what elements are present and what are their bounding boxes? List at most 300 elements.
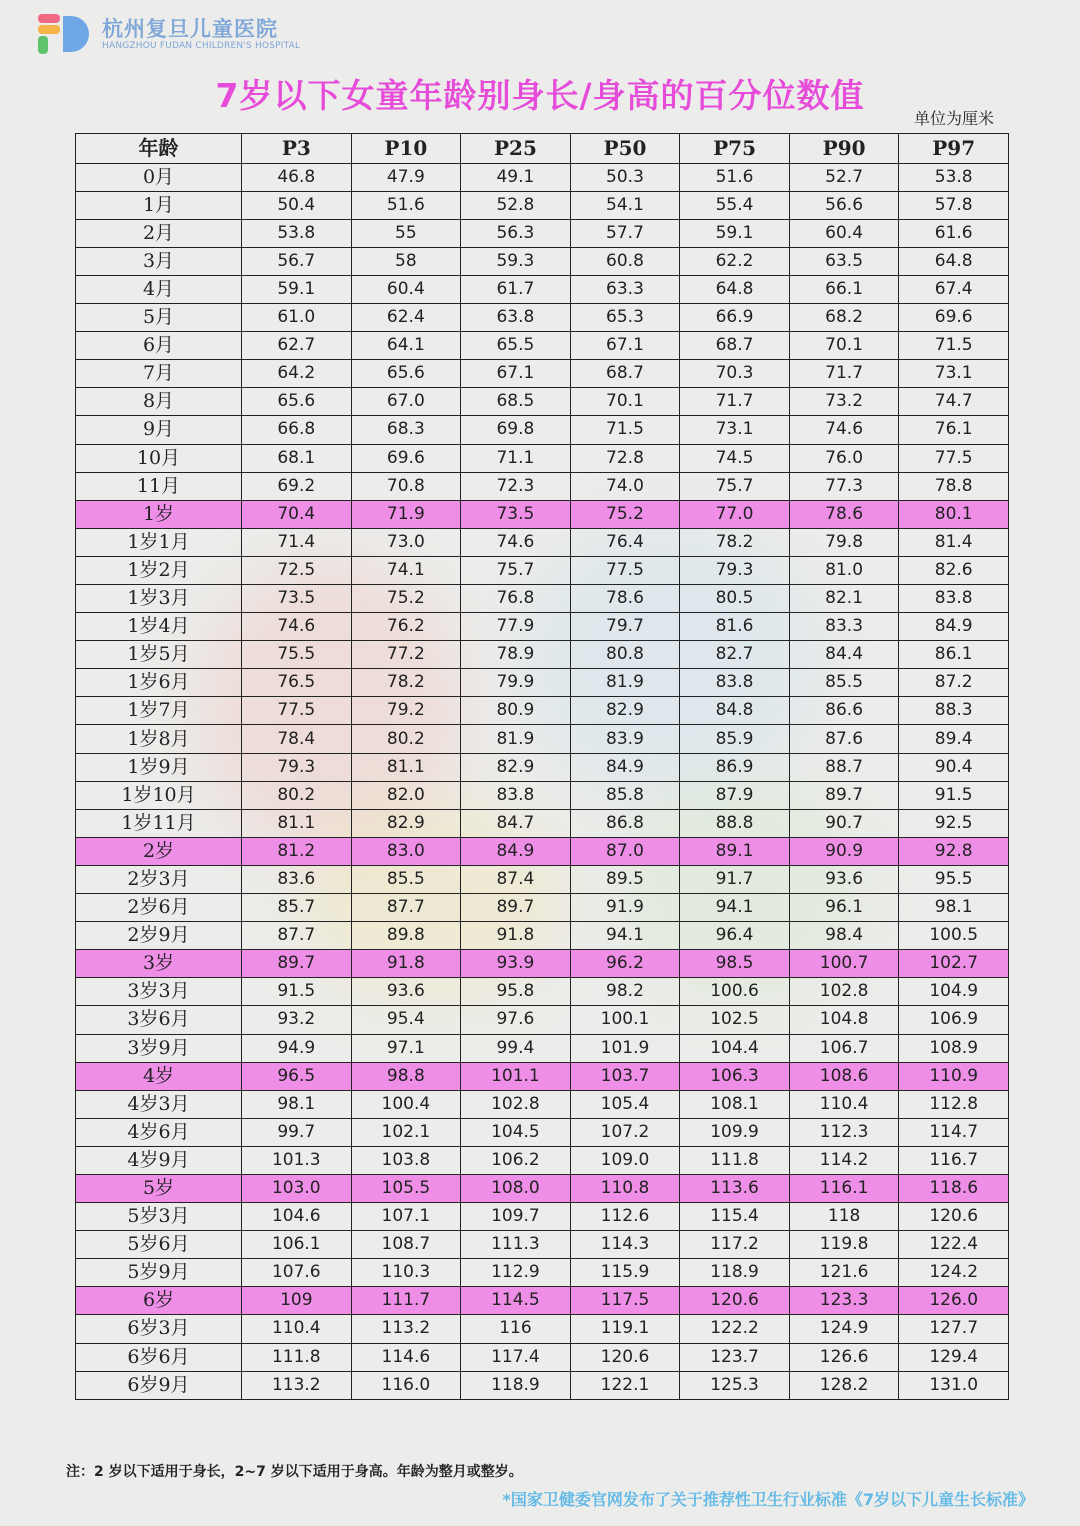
value-cell: 117.4 [461, 1343, 571, 1371]
value-cell: 65.5 [461, 332, 571, 360]
value-cell: 74.0 [570, 472, 680, 500]
table-row [76, 837, 1009, 865]
value-cell: 102.8 [789, 978, 899, 1006]
value-cell: 71.7 [789, 360, 899, 388]
value-cell: 93.9 [461, 950, 571, 978]
table-row [76, 1371, 1009, 1399]
value-cell: 81.1 [351, 753, 461, 781]
value-cell: 62.4 [351, 304, 461, 332]
age-cell: 3岁6月 [76, 1006, 242, 1034]
value-cell: 85.8 [570, 781, 680, 809]
age-cell: 1岁4月 [76, 613, 242, 641]
value-cell: 114.2 [789, 1146, 899, 1174]
value-cell: 105.4 [570, 1090, 680, 1118]
value-cell: 84.4 [789, 641, 899, 669]
value-cell: 56.7 [242, 247, 352, 275]
value-cell: 75.7 [461, 556, 571, 584]
logo-english-name: HANGZHOU FUDAN CHILDREN'S HOSPITAL [102, 40, 301, 51]
age-cell: 1岁10月 [76, 781, 242, 809]
value-cell: 89.4 [899, 725, 1009, 753]
value-cell: 110.3 [351, 1259, 461, 1287]
age-cell: 1岁7月 [76, 697, 242, 725]
value-cell: 70.3 [680, 360, 790, 388]
table-row [76, 809, 1009, 837]
value-cell: 65.3 [570, 304, 680, 332]
value-cell: 124.2 [899, 1259, 1009, 1287]
value-cell: 51.6 [680, 163, 790, 191]
value-cell: 117.2 [680, 1231, 790, 1259]
value-cell: 73.2 [789, 388, 899, 416]
value-cell: 87.7 [351, 894, 461, 922]
value-cell: 80.2 [351, 725, 461, 753]
value-cell: 80.2 [242, 781, 352, 809]
value-cell: 82.9 [570, 697, 680, 725]
value-cell: 82.9 [351, 809, 461, 837]
value-cell: 73.0 [351, 528, 461, 556]
age-cell: 5岁3月 [76, 1203, 242, 1231]
value-cell: 58 [351, 247, 461, 275]
table-body [76, 163, 1009, 1399]
age-cell: 7月 [76, 360, 242, 388]
value-cell: 121.6 [789, 1259, 899, 1287]
value-cell: 120.6 [570, 1343, 680, 1371]
value-cell: 69.2 [242, 472, 352, 500]
value-cell: 47.9 [351, 163, 461, 191]
value-cell: 98.2 [570, 978, 680, 1006]
value-cell: 55.4 [680, 191, 790, 219]
value-cell: 78.6 [570, 585, 680, 613]
value-cell: 95.4 [351, 1006, 461, 1034]
age-cell: 1岁1月 [76, 528, 242, 556]
value-cell: 87.4 [461, 865, 571, 893]
value-cell: 91.8 [461, 922, 571, 950]
value-cell: 85.9 [680, 725, 790, 753]
value-cell: 71.5 [899, 332, 1009, 360]
value-cell: 122.4 [899, 1231, 1009, 1259]
value-cell: 72.8 [570, 444, 680, 472]
page-title: 7岁以下女童年龄别身长/身高的百分位数值 [215, 76, 865, 115]
value-cell: 60.8 [570, 247, 680, 275]
value-cell: 106.9 [899, 1006, 1009, 1034]
value-cell: 80.5 [680, 585, 790, 613]
table-row [76, 1231, 1009, 1259]
table-row [76, 894, 1009, 922]
value-cell: 70.1 [789, 332, 899, 360]
table-row [76, 444, 1009, 472]
table-row [76, 978, 1009, 1006]
value-cell: 75.2 [570, 500, 680, 528]
age-cell: 4岁3月 [76, 1090, 242, 1118]
value-cell: 91.5 [242, 978, 352, 1006]
value-cell: 96.4 [680, 922, 790, 950]
value-cell: 76.1 [899, 416, 1009, 444]
value-cell: 59.1 [680, 219, 790, 247]
value-cell: 84.9 [899, 613, 1009, 641]
table-row [76, 585, 1009, 613]
age-cell: 6岁6月 [76, 1343, 242, 1371]
value-cell: 95.8 [461, 978, 571, 1006]
table-row [76, 304, 1009, 332]
column-header-p3: P3 [242, 134, 352, 164]
value-cell: 82.9 [461, 753, 571, 781]
table-row [76, 191, 1009, 219]
value-cell: 103.8 [351, 1146, 461, 1174]
value-cell: 69.6 [899, 304, 1009, 332]
value-cell: 80.1 [899, 500, 1009, 528]
table-row [76, 697, 1009, 725]
value-cell: 119.1 [570, 1315, 680, 1343]
value-cell: 91.7 [680, 865, 790, 893]
value-cell: 110.4 [789, 1090, 899, 1118]
value-cell: 81.4 [899, 528, 1009, 556]
value-cell: 86.6 [789, 697, 899, 725]
value-cell: 118.9 [461, 1371, 571, 1399]
value-cell: 106.7 [789, 1034, 899, 1062]
value-cell: 76.4 [570, 528, 680, 556]
value-cell: 98.1 [242, 1090, 352, 1118]
age-cell: 3岁 [76, 950, 242, 978]
table-row [76, 669, 1009, 697]
value-cell: 100.4 [351, 1090, 461, 1118]
value-cell: 111.3 [461, 1231, 571, 1259]
value-cell: 107.1 [351, 1203, 461, 1231]
value-cell: 75.2 [351, 585, 461, 613]
value-cell: 52.7 [789, 163, 899, 191]
value-cell: 64.8 [680, 275, 790, 303]
age-cell: 1岁11月 [76, 809, 242, 837]
value-cell: 89.7 [789, 781, 899, 809]
value-cell: 104.9 [899, 978, 1009, 1006]
age-cell: 8月 [76, 388, 242, 416]
value-cell: 66.1 [789, 275, 899, 303]
table-row [76, 922, 1009, 950]
table-row [76, 388, 1009, 416]
value-cell: 99.7 [242, 1118, 352, 1146]
value-cell: 71.7 [680, 388, 790, 416]
value-cell: 81.2 [242, 837, 352, 865]
value-cell: 79.8 [789, 528, 899, 556]
value-cell: 94.1 [680, 894, 790, 922]
age-cell: 2岁 [76, 837, 242, 865]
table-row [76, 1146, 1009, 1174]
table-row [76, 416, 1009, 444]
value-cell: 86.8 [570, 809, 680, 837]
age-cell: 1岁8月 [76, 725, 242, 753]
table-row [76, 950, 1009, 978]
value-cell: 118 [789, 1203, 899, 1231]
value-cell: 71.5 [570, 416, 680, 444]
value-cell: 73.5 [242, 585, 352, 613]
value-cell: 92.5 [899, 809, 1009, 837]
value-cell: 66.9 [680, 304, 790, 332]
age-cell: 10月 [76, 444, 242, 472]
value-cell: 74.6 [461, 528, 571, 556]
value-cell: 56.3 [461, 219, 571, 247]
value-cell: 116.7 [899, 1146, 1009, 1174]
value-cell: 88.3 [899, 697, 1009, 725]
table-row [76, 753, 1009, 781]
age-cell: 4岁6月 [76, 1118, 242, 1146]
value-cell: 68.2 [789, 304, 899, 332]
value-cell: 94.9 [242, 1034, 352, 1062]
value-cell: 119.8 [789, 1231, 899, 1259]
value-cell: 113.2 [242, 1371, 352, 1399]
value-cell: 98.8 [351, 1062, 461, 1090]
value-cell: 112.3 [789, 1118, 899, 1146]
value-cell: 117.5 [570, 1287, 680, 1315]
value-cell: 51.6 [351, 191, 461, 219]
value-cell: 68.7 [570, 360, 680, 388]
table-row [76, 1343, 1009, 1371]
value-cell: 52.8 [461, 191, 571, 219]
table-row [76, 781, 1009, 809]
value-cell: 95.5 [899, 865, 1009, 893]
value-cell: 104.5 [461, 1118, 571, 1146]
value-cell: 79.7 [570, 613, 680, 641]
value-cell: 102.1 [351, 1118, 461, 1146]
age-cell: 1月 [76, 191, 242, 219]
value-cell: 126.0 [899, 1287, 1009, 1315]
age-cell: 4岁9月 [76, 1146, 242, 1174]
value-cell: 108.6 [789, 1062, 899, 1090]
value-cell: 99.4 [461, 1034, 571, 1062]
value-cell: 101.9 [570, 1034, 680, 1062]
value-cell: 62.2 [680, 247, 790, 275]
value-cell: 107.6 [242, 1259, 352, 1287]
value-cell: 127.7 [899, 1315, 1009, 1343]
value-cell: 64.8 [899, 247, 1009, 275]
value-cell: 87.6 [789, 725, 899, 753]
column-header-p25: P25 [461, 134, 571, 164]
table-row [76, 1315, 1009, 1343]
value-cell: 53.8 [242, 219, 352, 247]
value-cell: 76.8 [461, 585, 571, 613]
value-cell: 110.4 [242, 1315, 352, 1343]
table-row [76, 275, 1009, 303]
value-cell: 104.6 [242, 1203, 352, 1231]
value-cell: 84.9 [570, 753, 680, 781]
value-cell: 126.6 [789, 1343, 899, 1371]
value-cell: 128.2 [789, 1371, 899, 1399]
value-cell: 67.4 [899, 275, 1009, 303]
value-cell: 123.3 [789, 1287, 899, 1315]
value-cell: 81.9 [461, 725, 571, 753]
value-cell: 78.2 [680, 528, 790, 556]
age-cell: 3岁9月 [76, 1034, 242, 1062]
value-cell: 67.1 [461, 360, 571, 388]
age-cell: 4岁 [76, 1062, 242, 1090]
value-cell: 123.7 [680, 1343, 790, 1371]
value-cell: 67.1 [570, 332, 680, 360]
percentile-table [75, 133, 1009, 1400]
value-cell: 75.5 [242, 641, 352, 669]
column-header-p97: P97 [899, 134, 1009, 164]
age-cell: 0月 [76, 163, 242, 191]
value-cell: 82.6 [899, 556, 1009, 584]
age-cell: 5岁6月 [76, 1231, 242, 1259]
value-cell: 46.8 [242, 163, 352, 191]
value-cell: 78.2 [351, 669, 461, 697]
table-row [76, 219, 1009, 247]
value-cell: 82.7 [680, 641, 790, 669]
age-cell: 9月 [76, 416, 242, 444]
value-cell: 55 [351, 219, 461, 247]
value-cell: 101.1 [461, 1062, 571, 1090]
value-cell: 83.8 [461, 781, 571, 809]
value-cell: 102.5 [680, 1006, 790, 1034]
value-cell: 85.5 [351, 865, 461, 893]
value-cell: 114.7 [899, 1118, 1009, 1146]
age-cell: 2岁3月 [76, 865, 242, 893]
value-cell: 63.5 [789, 247, 899, 275]
value-cell: 81.9 [570, 669, 680, 697]
value-cell: 49.1 [461, 163, 571, 191]
value-cell: 83.9 [570, 725, 680, 753]
value-cell: 102.8 [461, 1090, 571, 1118]
value-cell: 79.3 [242, 753, 352, 781]
value-cell: 88.7 [789, 753, 899, 781]
value-cell: 77.9 [461, 613, 571, 641]
value-cell: 62.7 [242, 332, 352, 360]
table-row [76, 1034, 1009, 1062]
value-cell: 71.4 [242, 528, 352, 556]
table-row [76, 360, 1009, 388]
value-cell: 82.0 [351, 781, 461, 809]
value-cell: 105.5 [351, 1174, 461, 1202]
table-row [76, 1118, 1009, 1146]
value-cell: 114.3 [570, 1231, 680, 1259]
value-cell: 69.8 [461, 416, 571, 444]
age-cell: 1岁9月 [76, 753, 242, 781]
value-cell: 86.9 [680, 753, 790, 781]
value-cell: 124.9 [789, 1315, 899, 1343]
value-cell: 84.7 [461, 809, 571, 837]
value-cell: 69.6 [351, 444, 461, 472]
value-cell: 68.5 [461, 388, 571, 416]
value-cell: 106.2 [461, 1146, 571, 1174]
value-cell: 73.1 [899, 360, 1009, 388]
value-cell: 84.8 [680, 697, 790, 725]
value-cell: 80.8 [570, 641, 680, 669]
value-cell: 76.2 [351, 613, 461, 641]
value-cell: 73.1 [680, 416, 790, 444]
value-cell: 103.7 [570, 1062, 680, 1090]
age-cell: 5月 [76, 304, 242, 332]
value-cell: 73.5 [461, 500, 571, 528]
table-row [76, 641, 1009, 669]
value-cell: 92.8 [899, 837, 1009, 865]
value-cell: 85.5 [789, 669, 899, 697]
value-cell: 83.0 [351, 837, 461, 865]
table-row [76, 725, 1009, 753]
value-cell: 98.4 [789, 922, 899, 950]
table-row [76, 1259, 1009, 1287]
value-cell: 90.9 [789, 837, 899, 865]
value-cell: 90.7 [789, 809, 899, 837]
value-cell: 111.7 [351, 1287, 461, 1315]
age-cell: 2岁6月 [76, 894, 242, 922]
value-cell: 77.5 [899, 444, 1009, 472]
value-cell: 76.5 [242, 669, 352, 697]
value-cell: 89.8 [351, 922, 461, 950]
value-cell: 112.8 [899, 1090, 1009, 1118]
age-cell: 6岁 [76, 1287, 242, 1315]
value-cell: 83.3 [789, 613, 899, 641]
value-cell: 115.9 [570, 1259, 680, 1287]
value-cell: 90.4 [899, 753, 1009, 781]
value-cell: 113.2 [351, 1315, 461, 1343]
value-cell: 63.3 [570, 275, 680, 303]
value-cell: 71.9 [351, 500, 461, 528]
age-cell: 3月 [76, 247, 242, 275]
value-cell: 122.2 [680, 1315, 790, 1343]
value-cell: 89.5 [570, 865, 680, 893]
table-row [76, 1203, 1009, 1231]
value-cell: 54.1 [570, 191, 680, 219]
value-cell: 94.1 [570, 922, 680, 950]
value-cell: 108.9 [899, 1034, 1009, 1062]
value-cell: 65.6 [351, 360, 461, 388]
value-cell: 96.1 [789, 894, 899, 922]
age-cell: 1岁6月 [76, 669, 242, 697]
table-row [76, 500, 1009, 528]
value-cell: 60.4 [351, 275, 461, 303]
value-cell: 60.4 [789, 219, 899, 247]
value-cell: 89.1 [680, 837, 790, 865]
value-cell: 109.7 [461, 1203, 571, 1231]
value-cell: 77.5 [570, 556, 680, 584]
table-row [76, 332, 1009, 360]
value-cell: 110.8 [570, 1174, 680, 1202]
column-header-age: 年龄 [76, 134, 242, 164]
age-cell: 1岁3月 [76, 585, 242, 613]
age-cell: 1岁2月 [76, 556, 242, 584]
value-cell: 116.0 [351, 1371, 461, 1399]
value-cell: 63.8 [461, 304, 571, 332]
value-cell: 78.6 [789, 500, 899, 528]
value-cell: 77.3 [789, 472, 899, 500]
value-cell: 83.8 [680, 669, 790, 697]
value-cell: 100.7 [789, 950, 899, 978]
age-cell: 11月 [76, 472, 242, 500]
value-cell: 93.2 [242, 1006, 352, 1034]
value-cell: 65.6 [242, 388, 352, 416]
value-cell: 120.6 [680, 1287, 790, 1315]
value-cell: 109.9 [680, 1118, 790, 1146]
table-row [76, 247, 1009, 275]
age-cell: 3岁3月 [76, 978, 242, 1006]
value-cell: 85.7 [242, 894, 352, 922]
value-cell: 104.8 [789, 1006, 899, 1034]
value-cell: 100.1 [570, 1006, 680, 1034]
value-cell: 116 [461, 1315, 571, 1343]
value-cell: 91.5 [899, 781, 1009, 809]
table-row [76, 865, 1009, 893]
value-cell: 59.1 [242, 275, 352, 303]
age-cell: 1岁5月 [76, 641, 242, 669]
value-cell: 50.3 [570, 163, 680, 191]
value-cell: 79.9 [461, 669, 571, 697]
value-cell: 61.7 [461, 275, 571, 303]
value-cell: 102.7 [899, 950, 1009, 978]
value-cell: 72.5 [242, 556, 352, 584]
value-cell: 74.6 [242, 613, 352, 641]
value-cell: 113.6 [680, 1174, 790, 1202]
footnote: 注：2 岁以下适用于身长，2~7 岁以下适用于身高。年龄为整月或整岁。 [66, 1464, 523, 1480]
value-cell: 120.6 [899, 1203, 1009, 1231]
value-cell: 81.1 [242, 809, 352, 837]
value-cell: 98.5 [680, 950, 790, 978]
